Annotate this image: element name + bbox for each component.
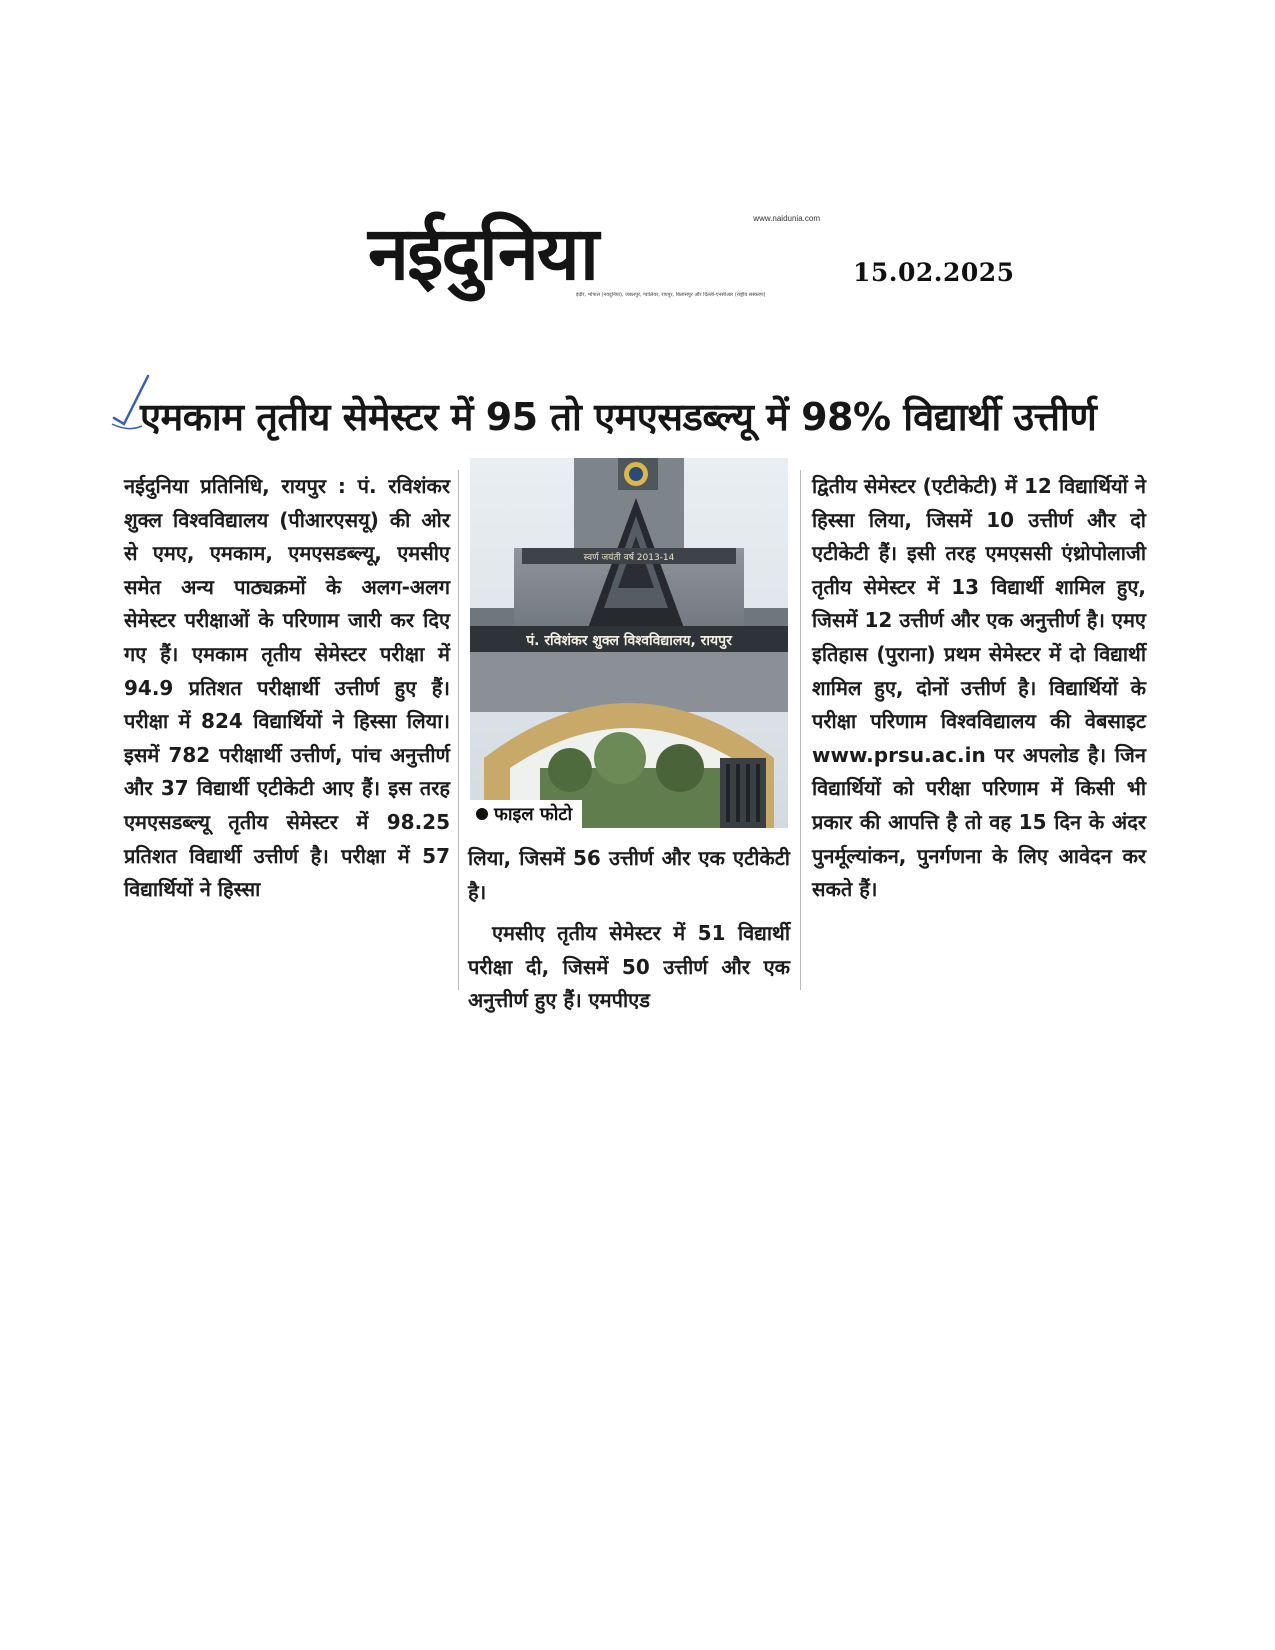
- article-column-2: [468, 842, 790, 1018]
- article-photo: [470, 458, 788, 828]
- column-divider: [800, 470, 801, 990]
- university-gate-photo: [470, 458, 788, 828]
- article-column-3: [812, 470, 1146, 907]
- newspaper-masthead: [368, 212, 828, 302]
- caption-bullet-icon: [476, 808, 488, 820]
- column-2-paragraph-1: लिया, जिसमें 56 उत्तीर्ण और एक एटीकेटी है।: [468, 846, 790, 904]
- photo-caption: [470, 800, 582, 828]
- column-2-paragraph-2: एमसीए तृतीय सेमेस्टर में 51 विद्यार्थी परीक्षा दी, जिसमें 50 उत्तीर्ण और एक अनुत्तीर्ण हुए हैं। एमपीएड: [468, 921, 790, 1013]
- publication-date: 15.02.2025: [853, 258, 1015, 287]
- newspaper-website: www.naidunia.com: [753, 214, 820, 223]
- tower-sign-text: स्वर्ण जयंती वर्ष 2013-14: [583, 553, 675, 563]
- article-headline: एमकाम तृतीय सेमेस्टर में 95 तो एमएसडब्ल्यू में 98% विद्यार्थी उत्तीर्ण: [140, 395, 1097, 439]
- newspaper-logo: नईदुनिया: [368, 211, 598, 297]
- column-1-text: नईदुनिया प्रतिनिधि, रायपुर : पं. रविशंकर शुक्ल विश्वविद्यालय (पीआरएसयू) की ओर से एमए, एमकाम, एमएसडब्ल्यू, एमसीए समेत अन्य पाठ्यक्रमों के अलग-अलग सेमेस्टर परीक्षाओं के परिणाम जारी कर दिए गए हैं। एमकाम तृतीय सेमेस्टर परीक्षा में 94.9 प्रतिशत परीक्षार्थी उत्तीर्ण हुए हैं। परीक्षा में 824 विद्यार्थियों ने हिस्सा लिया। इसमें 782 परीक्षार्थी उत्तीर्ण, पांच अनुत्तीर्ण और 37 विद्यार्थी एटीकेटी आए हैं। इस तरह एमएसडब्ल्यू तृतीय सेमेस्टर में 98.25 प्रतिशत विद्यार्थी उत्तीर्ण है। परीक्षा में 57 विद्यार्थियों ने हिस्सा: [124, 474, 450, 902]
- caption-text: फाइल फोटो: [494, 804, 573, 825]
- newspaper-editions: इंदौर, भोपाल (नवदुनिया), जबलपुर, ग्वालियर, रायपुर, बिलासपुर और दिल्ली-एनसीआर (राष्ट्रीय संस्करण): [576, 292, 766, 298]
- gate-sign-text: पं. रविशंकर शुक्ल विश्वविद्यालय, रायपुर: [526, 633, 732, 649]
- column-3-text: द्वितीय सेमेस्टर (एटीकेटी) में 12 विद्यार्थियों ने हिस्सा लिया, जिसमें 10 उत्तीर्ण और दो एटीकेटी हैं। इसी तरह एमएससी एंथ्रोपोलाजी तृतीय सेमेस्टर में 13 विद्यार्थी शामिल हुए, जिसमें 12 उत्तीर्ण और एक अनुत्तीर्ण है। एमए इतिहास (पुराना) प्रथम सेमेस्टर में दो विद्यार्थी शामिल हुए, दोनों उत्तीर्ण है। विद्यार्थियों के परीक्षा परिणाम विश्वविद्यालय की वेबसाइट www.prsu.ac.in पर अपलोड है। जिन विद्यार्थियों को परीक्षा परिणाम में किसी भी प्रकार की आपत्ति है तो वह 15 दिन के अंदर पुनर्मूल्यांकन, पुनर्गणना के लिए आवेदन कर सकते हैं।: [812, 474, 1146, 902]
- article-column-1: [124, 470, 450, 907]
- column-divider: [458, 470, 459, 990]
